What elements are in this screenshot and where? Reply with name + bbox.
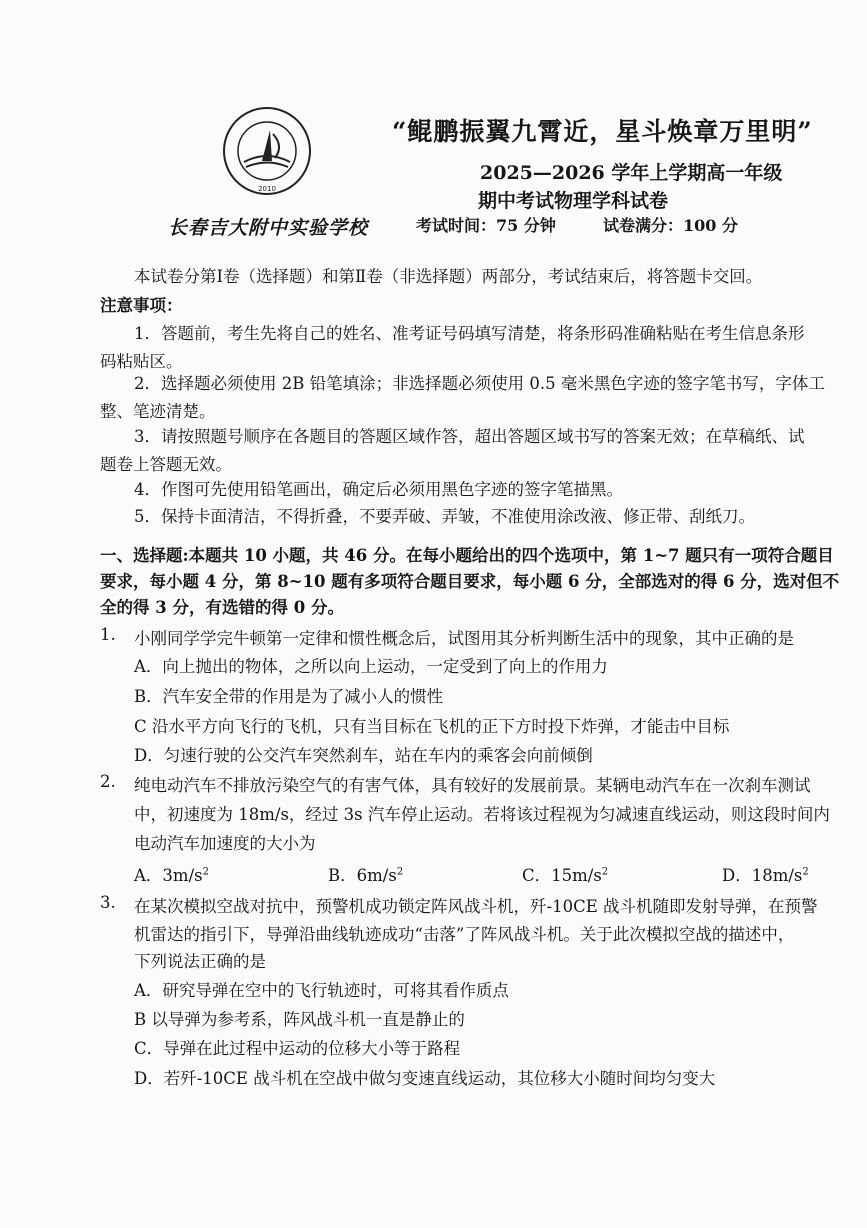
- question-3-option-a: A．研究导弹在空中的飞行轨迹时，可将其看作质点: [134, 981, 509, 1000]
- question-2-option-b: B．$6m/s^2$: [328, 866, 404, 885]
- question-1-option-c: C 沿水平方向飞行的飞机，只有当目标在飞机的正下方时投下炸弹，才能击中目标: [134, 717, 730, 736]
- question-3-option-c: C．导弹在此过程中运动的位移大小等于路程: [134, 1039, 461, 1058]
- question-2-stem-line-3: 电动汽车加速度的大小为: [134, 834, 316, 853]
- svg-text:2010: 2010: [258, 185, 276, 193]
- note-3-line-1: 3．请按照题号顺序在各题目的答题区域作答，超出答题区域书写的答案无效；在草稿纸、试: [134, 427, 805, 446]
- question-3-stem-line-2: 机雷达的指引下，导弹沿曲线轨迹成功“击落”了阵风战斗机。关于此次模拟空战的描述中，: [134, 925, 795, 944]
- motto: “鲲鹏振翼九霄近，星斗焕章万里明”: [392, 117, 813, 146]
- school-logo: [222, 106, 312, 196]
- question-3-option-b: B 以导弹为参考系，阵风战斗机一直是静止的: [134, 1010, 465, 1029]
- intro-text: 本试卷分第Ⅰ卷（选择题）和第Ⅱ卷（非选择题）两部分，考试结束后，将答题卡交回。: [134, 267, 763, 286]
- question-number: 2.: [100, 772, 116, 791]
- note-2-line-1: 2．选择题必须使用 2B 铅笔填涂；非选择题必须使用 0.5 毫米黑色字迹的签字笔书写，字体工: [134, 374, 825, 393]
- question-2-option-c: C．$15m/s^2$: [522, 866, 609, 885]
- section-1-line-1: 一、选择题:本题共 10 小题，共 46 分。在每小题给出的四个选项中，第 1~7 题只有一项符合题目: [100, 546, 834, 565]
- section-1-line-2: 要求，每小题 4 分，第 8~10 题有多项符合题目要求，每小题 6 分，全部选对的得 6 分，选对但不: [100, 572, 840, 591]
- question-3-option-d: D．若歼-10CE 战斗机在空战中做匀变速直线运动，其位移大小随时间均匀变大: [134, 1069, 716, 1088]
- note-2-line-2: 整、笔迹清楚。: [100, 402, 216, 421]
- question-2-stem-line-2: 中，初速度为 18m/s，经过 3s 汽车停止运动。若将该过程视为匀减速直线运动，则这段时间内: [134, 805, 830, 824]
- question-number: 3.: [100, 893, 116, 912]
- school-year-line: 2025—2026 学年上学期高一年级: [480, 162, 783, 184]
- note-1-line-2: 码粘贴区。: [100, 352, 183, 371]
- question-2-option-d: D．$18m/s^2$: [722, 866, 809, 885]
- notes-title: 注意事项：: [100, 296, 183, 315]
- note-5: 5．保持卡面清洁，不得折叠，不要弄破、弄皱，不准使用涂改液、修正带、刮纸刀。: [134, 507, 755, 526]
- question-number: 1.: [100, 625, 116, 644]
- school-name: 长春吉大附中实验学校: [168, 217, 369, 239]
- question-3-stem-line-1: 在某次模拟空战对抗中，预警机成功锁定阵风战斗机，歼-10CE 战斗机随即发射导弹，在预警: [134, 897, 818, 916]
- question-1-option-d: D．匀速行驶的公交汽车突然刹车，站在车内的乘客会向前倾倒: [134, 746, 593, 765]
- question-2-option-a: A．$3m/s^2$: [134, 866, 209, 885]
- note-4: 4．作图可先使用铅笔画出，确定后必须用黑色字迹的签字笔描黑。: [134, 480, 623, 499]
- exam-title: 期中考试物理学科试卷: [478, 190, 669, 212]
- question-3-stem-line-3: 下列说法正确的是: [134, 952, 266, 971]
- note-1-line-1: 1．答题前，考生先将自己的姓名、准考证号码填写清楚，将条形码准确粘贴在考生信息条形: [134, 324, 805, 343]
- note-3-line-2: 题卷上答题无效。: [100, 455, 232, 474]
- question-2-stem-line-1: 纯电动汽车不排放污染空气的有害气体，具有较好的发展前景。某辆电动汽车在一次刹车测试: [134, 776, 811, 795]
- question-1-option-a: A．向上抛出的物体，之所以向上运动，一定受到了向上的作用力: [134, 657, 608, 676]
- question-1-stem: 小刚同学学完牛顿第一定律和惯性概念后，试图用其分析判断生活中的现象，其中正确的是: [134, 629, 794, 648]
- question-1-option-b: B．汽车安全带的作用是为了减小人的惯性: [134, 687, 444, 706]
- section-1-line-3: 全的得 3 分，有选错的得 0 分。: [100, 598, 344, 617]
- exam-score: 试卷满分：100 分: [603, 216, 738, 235]
- exam-time: 考试时间：75 分钟: [416, 216, 556, 235]
